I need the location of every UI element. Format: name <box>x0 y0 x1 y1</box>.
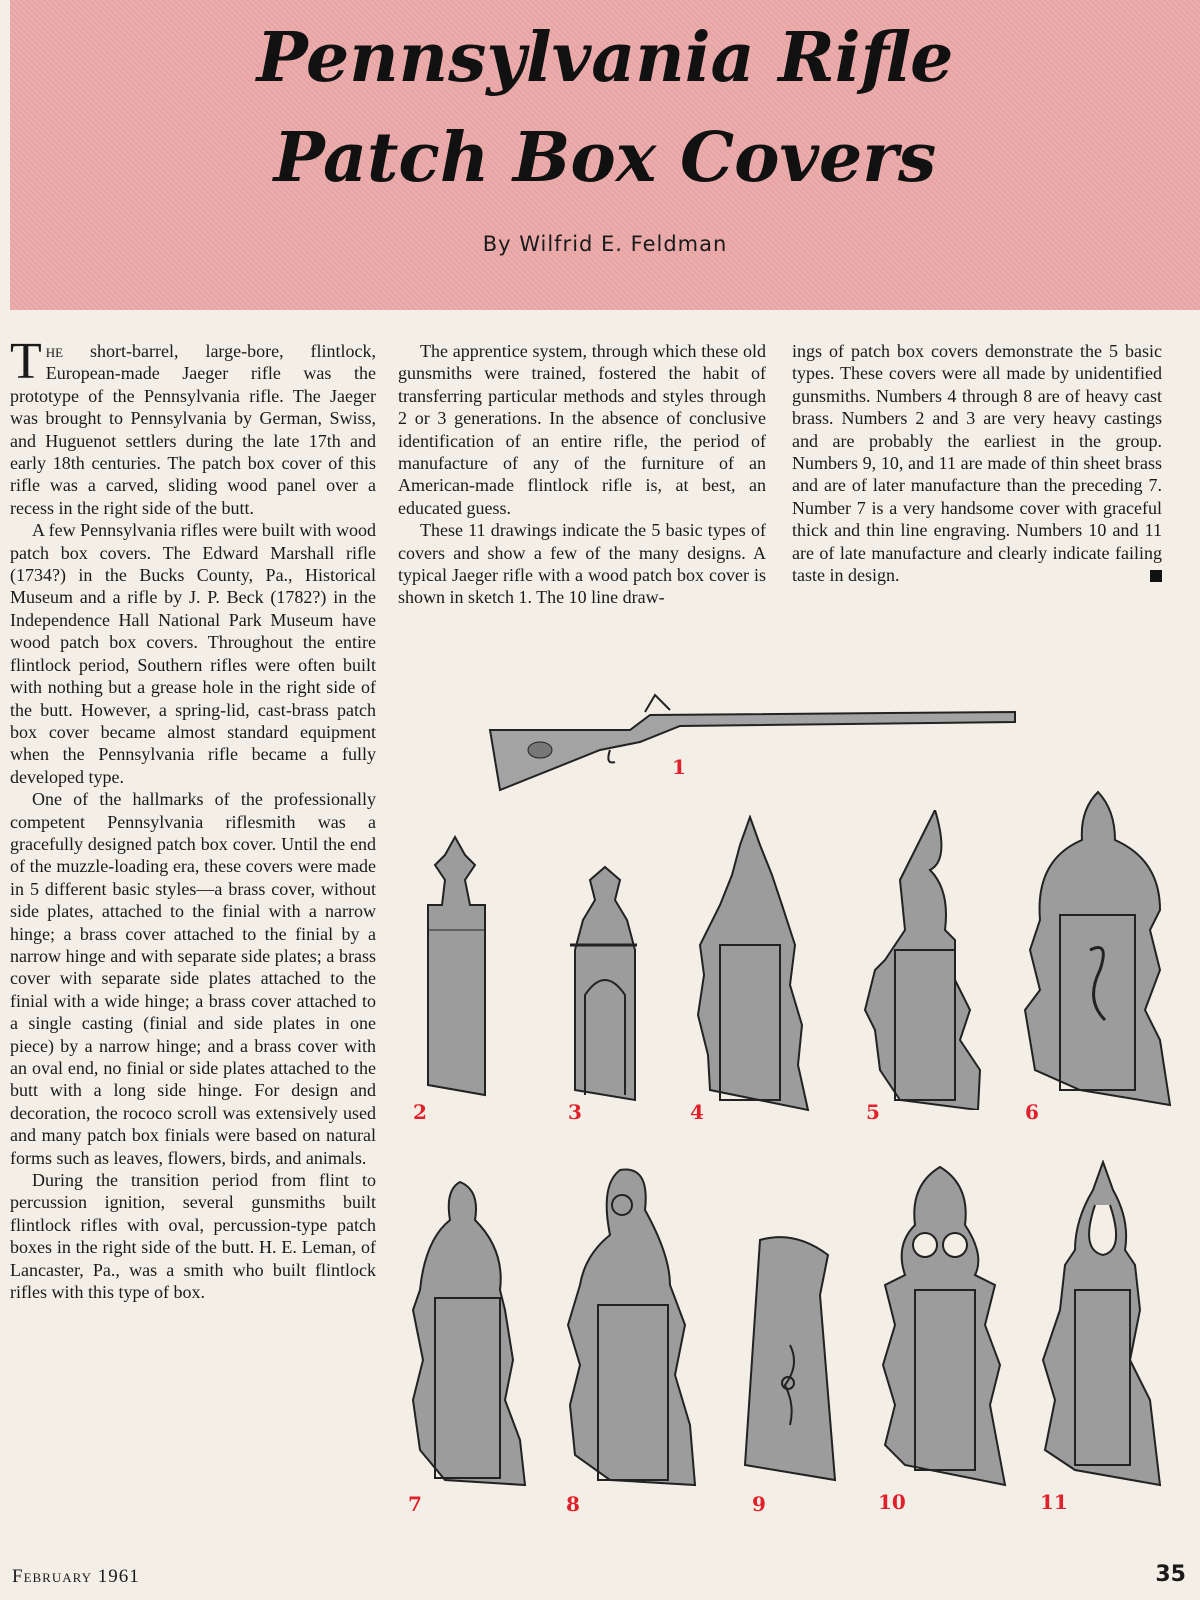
patch-box-cover-11 <box>1035 1160 1165 1490</box>
patch-box-cover-3 <box>565 865 645 1105</box>
paragraph-text: ings of patch box covers demonstrate the 5 basic types. These covers were all made by unidentified gunsmiths. Numbers 4 through 8 are of heavy cast brass. Numbers 2 and 3 are very heavy castings and are probably the earliest in the group. Numbers 9, 10, and 11 are made of thin sheet brass and are of later manufacture than the preceding 7. Number 7 is a very handsome cover with graceful thick and thin line engraving. Numbers 10 and 11 are of late manufacture and clearly indicate failing taste in design. <box>792 341 1162 586</box>
figure-label: 11 <box>1040 1490 1068 1514</box>
end-mark <box>1150 570 1162 582</box>
column-3 <box>792 340 1162 586</box>
figure-label: 5 <box>866 1100 880 1124</box>
figure-label: 9 <box>752 1492 766 1516</box>
paragraph <box>10 333 376 519</box>
figure-label: 10 <box>878 1490 906 1514</box>
paragraph: One of the hallmarks of the professionally competent Pennsylvania riflesmith was a gracefully designed patch box cover. Until the end of the muzzle-loading era, these covers were made in 5 different basic styles—a brass cover, without side plates, attached to the finial with a narrow hinge; a brass cover attached to the finial by a narrow hinge and with separate side plates; a brass cover with separate side plates attached to the finial with a wide hinge; a brass cover attached to a single casting (finial and side plates in one piece) by a narrow hinge; and a brass cover with an oval end, no finial or side plates attached to the butt with a long side hinge. For design and decoration, the rococo scroll was extensively used and many patch box finials were based on natural forms such as leaves, flowers, birds, and animals. <box>10 789 376 1168</box>
drop-cap: T <box>10 333 42 390</box>
figure-label: 6 <box>1025 1100 1039 1124</box>
patch-box-cover-2 <box>420 835 490 1105</box>
page-number: 35 <box>1155 1562 1186 1587</box>
patch-box-cover-7 <box>405 1180 530 1490</box>
title-line-2: Patch Box Covers <box>273 118 937 198</box>
patch-box-cover-8 <box>560 1165 700 1490</box>
title-banner <box>10 0 1200 310</box>
patch-box-cover-9 <box>740 1235 840 1485</box>
patch-box-cover-4 <box>690 815 810 1115</box>
paragraph-text: short-barrel, large-bore, flintlock, European-made Jaeger rifle was the prototype of the Pennsylvania rifle. The Jaeger was brought to Pennsylvania by German, Swiss, and Huguenot settlers during the late 17th and early 18th centuries. The patch box cover of this rifle was a carved, sliding wood panel over a recess in the right side of the butt. <box>10 341 376 518</box>
title-line-1: Pennsylvania Rifle <box>256 18 954 98</box>
article-title <box>10 8 1200 208</box>
column-2 <box>398 340 766 609</box>
paragraph <box>792 340 1162 586</box>
figure-label: 4 <box>690 1100 704 1124</box>
column-1 <box>10 333 376 1303</box>
figure-label: 7 <box>408 1492 422 1516</box>
figure-label: 3 <box>568 1100 582 1124</box>
patch-box-cover-10 <box>875 1165 1010 1490</box>
figure-label: 1 <box>672 755 686 779</box>
paragraph: The apprentice system, through which these old gunsmiths were trained, fostered the habit of transferring particular methods and styles through 2 or 3 generations. In the absence of conclusive identification of an entire rifle, the period of manufacture of any of the furniture of an American-made flintlock rifle is, at best, an educated guess. <box>398 341 766 518</box>
byline: By Wilfrid E. Feldman <box>482 232 728 256</box>
figure-label: 2 <box>413 1100 427 1124</box>
small-caps-lead: he <box>45 341 64 361</box>
paragraph: A few Pennsylvania rifles were built with wood patch box covers. The Edward Marshall rifle (1734?) in the Bucks County, Pa., Historical Museum and a rifle by J. P. Beck (1782?) in the Independence Hall National Park Museum have wood patch box covers. Throughout the entire flintlock period, Southern rifles were often built with nothing but a grease hole in the right side of the butt. However, a spring-lid, cast-brass patch box cover became almost standard equipment when the Pennsylvania rifle became a fully developed type. <box>10 520 376 787</box>
issue-date: February 1961 <box>12 1566 140 1587</box>
rifle-drawing <box>480 690 1040 800</box>
paragraph: During the transition period from flint to percussion ignition, several gunsmiths built flintlock rifles with oval, percussion-type patch boxes in the right side of the butt. H. E. Leman, of Lancaster, Pa., was a smith who built flintlock rifles with this type of box. <box>10 1170 376 1303</box>
figure-label: 8 <box>566 1492 580 1516</box>
patch-box-cover-6 <box>1020 790 1175 1110</box>
paragraph: These 11 drawings indicate the 5 basic types of covers and show a few of the many designs. A typical Jaeger rifle with a wood patch box cover is shown in sketch 1. The 10 line draw- <box>398 520 766 608</box>
patch-box-cover-5 <box>860 810 990 1110</box>
